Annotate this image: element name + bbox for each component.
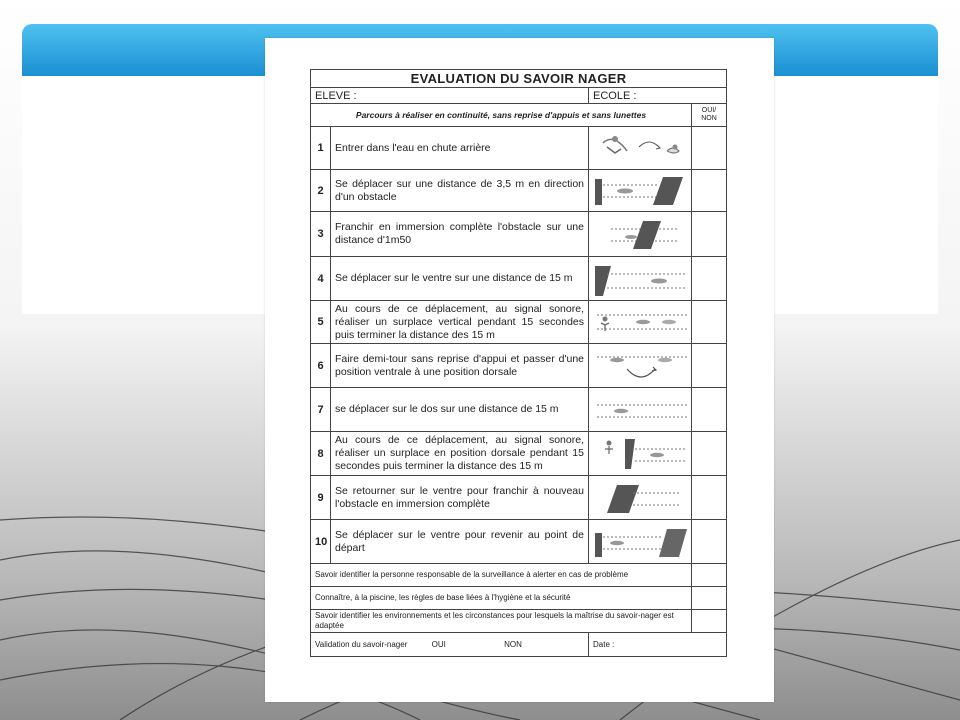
step-number: 10 xyxy=(311,520,331,564)
step-row xyxy=(311,212,727,257)
form-subtitle: Parcours à réaliser en continuité, sans reprise d'appuis et sans lunettes xyxy=(311,104,692,127)
check-cell[interactable] xyxy=(692,212,727,257)
step-number: 2 xyxy=(311,170,331,212)
step-text: Faire demi-tour sans reprise d'appui et passer d'une position ventrale à une position dorsale xyxy=(331,344,589,388)
validation-oui[interactable]: OUI xyxy=(431,640,446,649)
step-number: 1 xyxy=(311,127,331,170)
step-number: 8 xyxy=(311,432,331,476)
step-number: 4 xyxy=(311,257,331,301)
knowledge-text: Savoir identifier la personne responsable de la surveillance à alerter en cas de problème xyxy=(311,564,692,587)
check-cell[interactable] xyxy=(692,564,727,587)
step-row xyxy=(311,520,727,564)
validation-row xyxy=(311,633,727,657)
step-text: Au cours de ce déplacement, au signal sonore, réaliser un surplace en position dorsale pendant 15 secondes puis terminer la distance des 15 m xyxy=(331,432,589,476)
step-text: Franchir en immersion complète l'obstacle sur une distance d'1m50 xyxy=(331,212,589,257)
step-text: Entrer dans l'eau en chute arrière xyxy=(331,127,589,170)
check-cell[interactable] xyxy=(692,520,727,564)
return-obstacle-icon xyxy=(589,476,692,520)
ventral-swim-icon xyxy=(589,257,692,301)
step-row xyxy=(311,344,727,388)
turn-around-icon xyxy=(589,344,692,388)
step-text: Se déplacer sur une distance de 3,5 m en direction d'un obstacle xyxy=(331,170,589,212)
check-cell[interactable] xyxy=(692,301,727,344)
step-text: Se déplacer sur le ventre sur une distance de 15 m xyxy=(331,257,589,301)
step-text: Se retourner sur le ventre pour franchir à nouveau l'obstacle en immersion complète xyxy=(331,476,589,520)
step-number: 9 xyxy=(311,476,331,520)
validation-cell xyxy=(311,633,589,657)
eleve-field: ELEVE : xyxy=(311,88,589,104)
step-row xyxy=(311,257,727,301)
ecole-field: ECOLE : xyxy=(589,88,727,104)
return-start-icon xyxy=(589,520,692,564)
backward-entry-icon xyxy=(589,127,692,170)
check-cell[interactable] xyxy=(692,587,727,610)
step-row xyxy=(311,476,727,520)
evaluation-table xyxy=(310,69,727,657)
form-title: EVALUATION DU SAVOIR NAGER xyxy=(311,70,727,88)
validation-non[interactable]: NON xyxy=(504,640,522,649)
knowledge-text: Savoir identifier les environnements et les circonstances pour lesquels la maîtrise du savoir-nager est adaptée xyxy=(311,610,692,633)
step-number: 3 xyxy=(311,212,331,257)
swim-to-obstacle-icon xyxy=(589,170,692,212)
check-cell[interactable] xyxy=(692,476,727,520)
knowledge-row xyxy=(311,587,727,610)
scanned-form-page xyxy=(265,38,774,702)
step-row xyxy=(311,301,727,344)
check-cell[interactable] xyxy=(692,127,727,170)
dorsal-swim-icon xyxy=(589,388,692,432)
validation-label: Validation du savoir-nager xyxy=(315,640,408,649)
step-text: Se déplacer sur le ventre pour revenir au point de départ xyxy=(331,520,589,564)
step-number: 7 xyxy=(311,388,331,432)
check-cell[interactable] xyxy=(692,170,727,212)
check-cell[interactable] xyxy=(692,610,727,633)
knowledge-row xyxy=(311,564,727,587)
step-text: Au cours de ce déplacement, au signal sonore, réaliser un surplace vertical pendant 15 secondes puis terminer la distance des 15 m xyxy=(331,301,589,344)
check-cell[interactable] xyxy=(692,432,727,476)
check-cell[interactable] xyxy=(692,388,727,432)
date-field[interactable]: Date : xyxy=(589,633,727,657)
knowledge-row xyxy=(311,610,727,633)
check-cell[interactable] xyxy=(692,344,727,388)
step-row xyxy=(311,127,727,170)
oui-non-header: OUI/ NON xyxy=(692,104,727,127)
underwater-obstacle-icon xyxy=(589,212,692,257)
check-cell[interactable] xyxy=(692,257,727,301)
step-row xyxy=(311,432,727,476)
step-row xyxy=(311,170,727,212)
step-text: se déplacer sur le dos sur une distance de 15 m xyxy=(331,388,589,432)
vertical-float-icon xyxy=(589,301,692,344)
step-number: 5 xyxy=(311,301,331,344)
knowledge-text: Connaître, à la piscine, les règles de base liées à l'hygiène et la sécurité xyxy=(311,587,692,610)
dorsal-float-icon xyxy=(589,432,692,476)
step-number: 6 xyxy=(311,344,331,388)
step-row xyxy=(311,388,727,432)
